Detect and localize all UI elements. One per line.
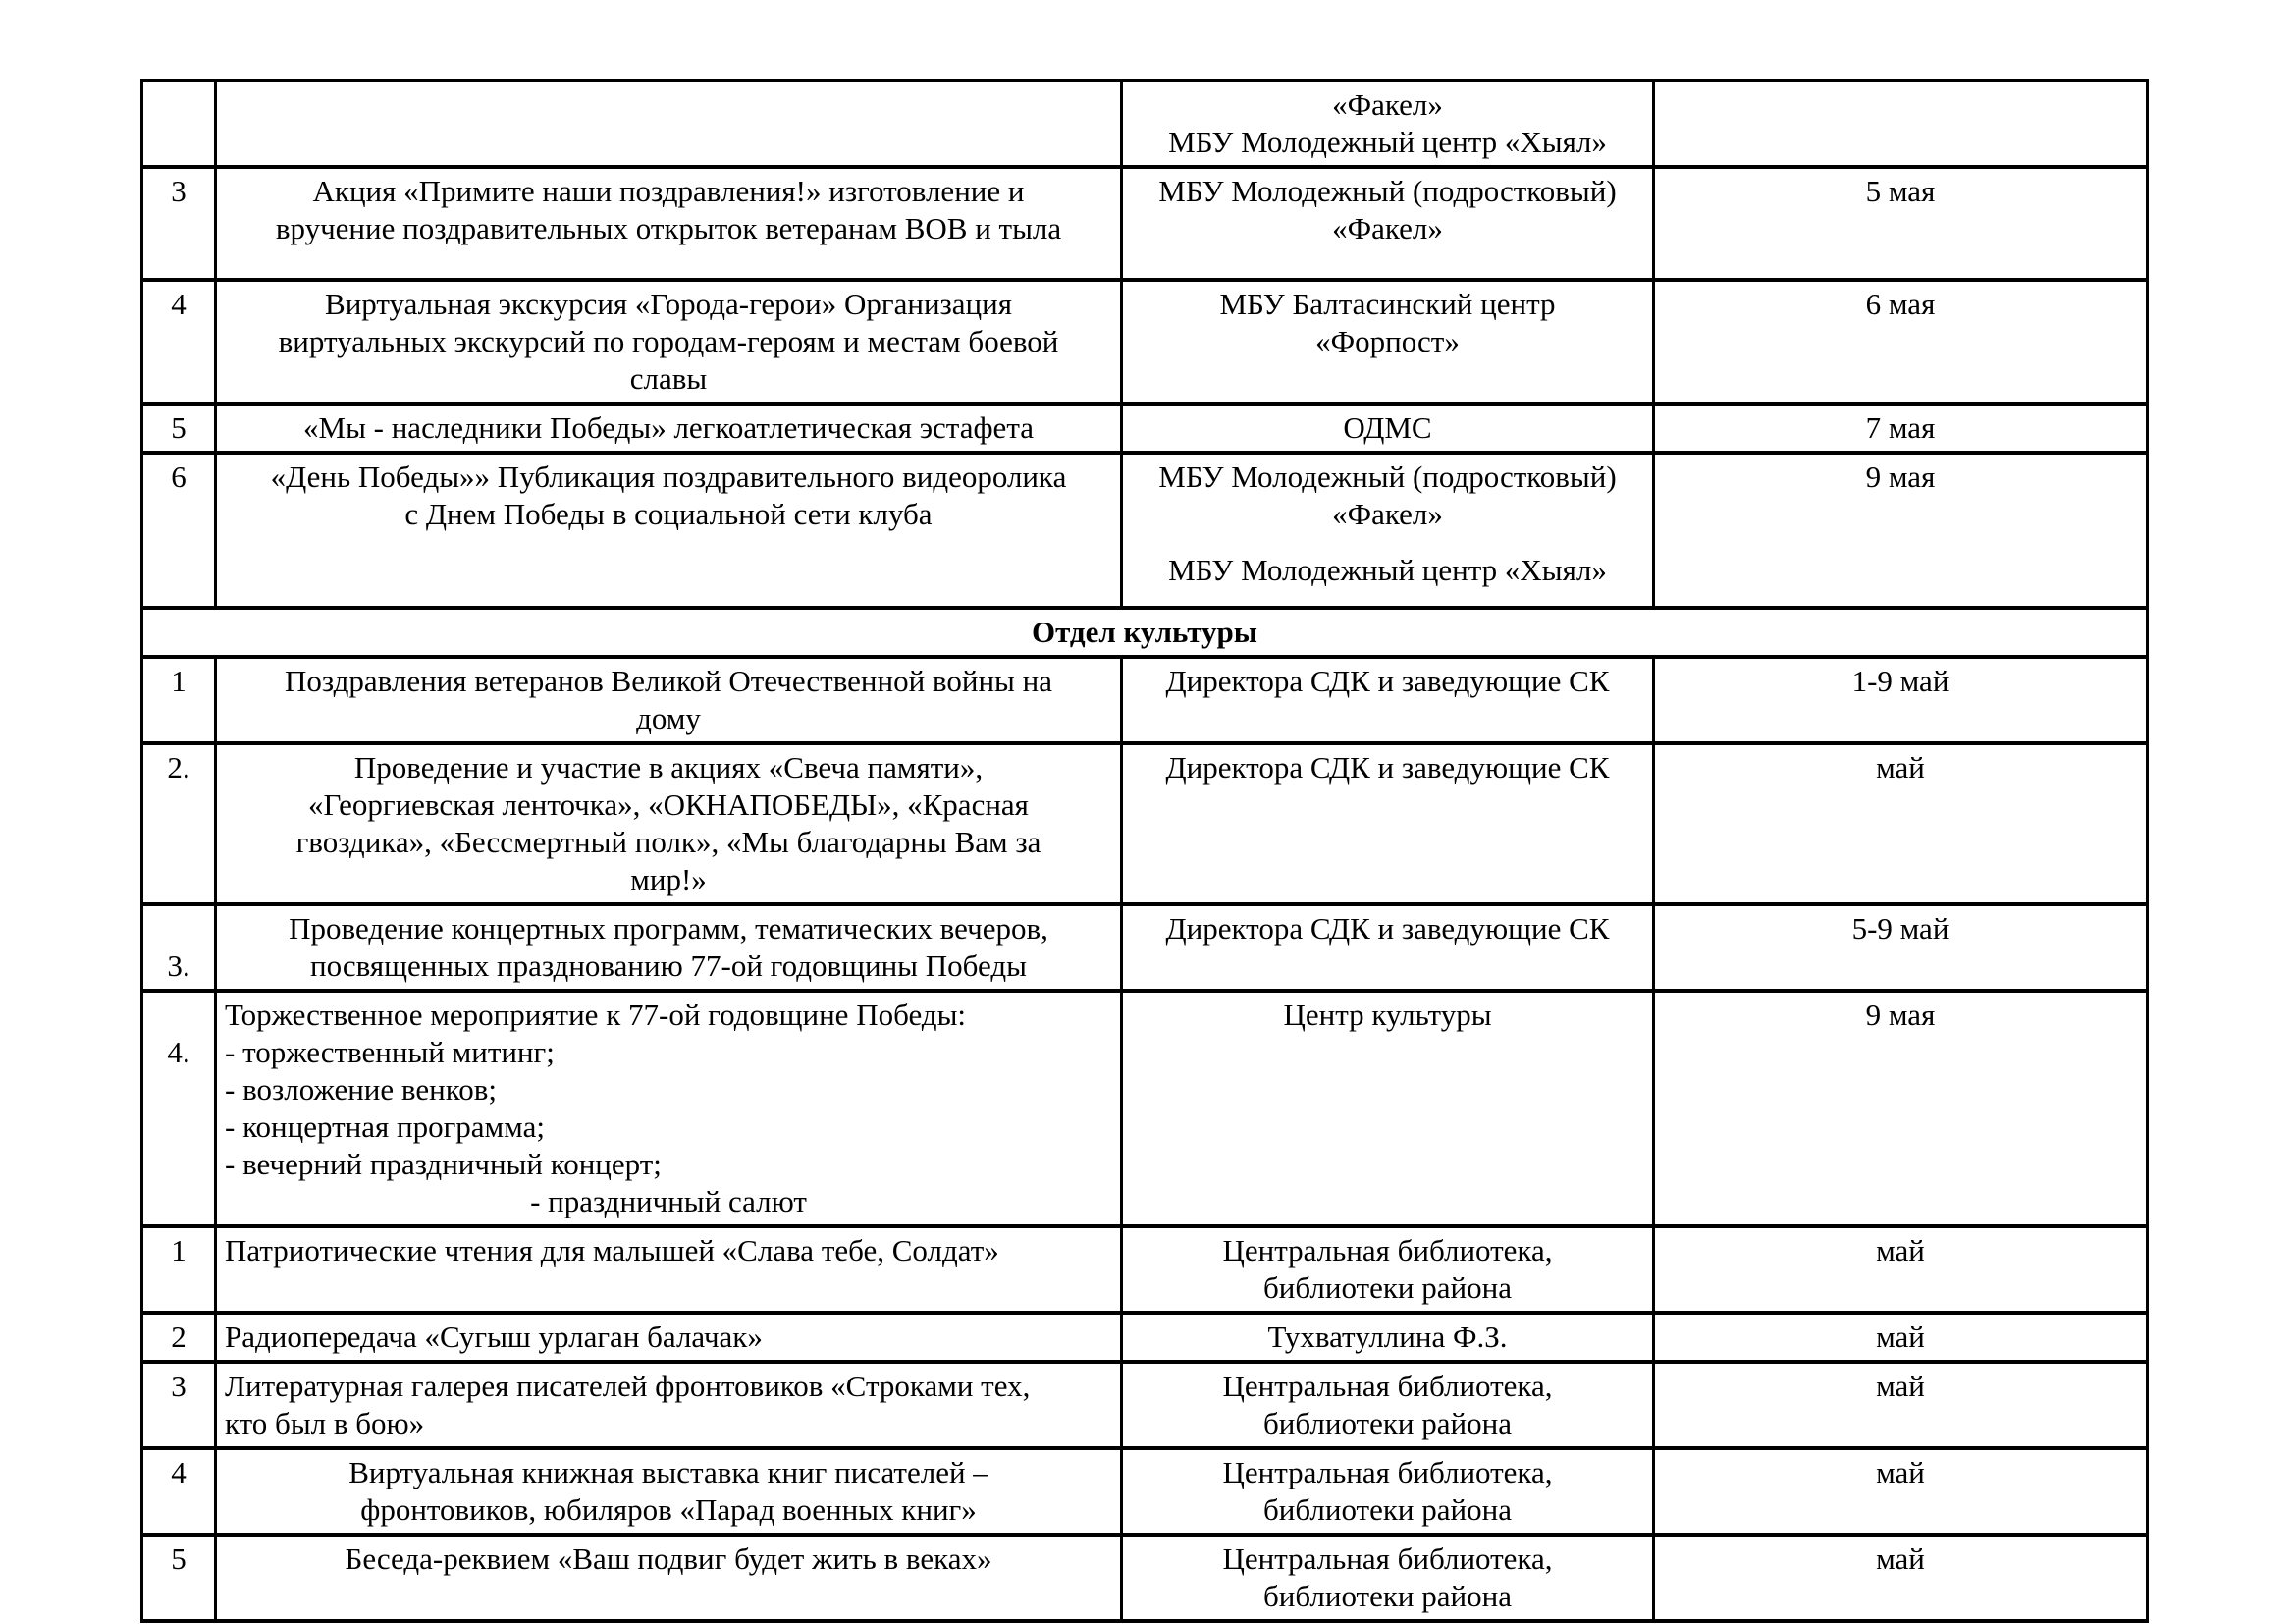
table-row <box>142 904 2148 991</box>
responsible-cell <box>1122 453 1654 608</box>
responsible-line: библиотеки района <box>1263 1406 1512 1440</box>
event-line: Поздравления ветеранов Великой Отечественной войны на <box>285 664 1052 698</box>
event-line: с Днем Победы в социальной сети клуба <box>404 497 933 531</box>
row-number-cell: 3 <box>142 167 216 280</box>
table-row <box>142 453 2148 608</box>
section-title: Отдел культуры <box>142 608 2148 657</box>
responsible-cell <box>1122 167 1654 280</box>
responsible-line: «Факел» <box>1332 87 1443 122</box>
event-line: - концертная программа; <box>225 1110 545 1144</box>
row-number-cell: 1 <box>142 657 216 743</box>
row-number-cell: 2. <box>142 743 216 904</box>
event-line: дому <box>636 701 701 735</box>
responsible-line: Директора СДК и заведующие СК <box>1165 750 1610 785</box>
responsible-line: «Форпост» <box>1315 324 1460 358</box>
row-number-cell: 4 <box>142 280 216 404</box>
event-line: гвоздика», «Бессмертный полк», «Мы благодарны Вам за <box>295 825 1041 859</box>
event-cell <box>216 280 1122 404</box>
event-cell <box>216 657 1122 743</box>
event-line: мир!» <box>630 862 707 896</box>
table-row <box>142 991 2148 1226</box>
table-row <box>142 1448 2148 1535</box>
table-row <box>142 1313 2148 1362</box>
date-cell: май <box>1654 743 2148 904</box>
row-number-cell: 3. <box>142 904 216 991</box>
responsible-line: Директора СДК и заведующие СК <box>1165 911 1610 946</box>
responsible-line: Центр культуры <box>1283 998 1492 1032</box>
responsible-cell <box>1122 657 1654 743</box>
event-line: - возложение венков; <box>225 1072 497 1107</box>
responsible-line: «Факел» <box>1332 211 1443 245</box>
event-line: «Мы - наследники Победы» легкоатлетическая эстафета <box>303 410 1034 445</box>
row-number-cell: 2 <box>142 1313 216 1362</box>
responsible-line: библиотеки района <box>1263 1271 1512 1305</box>
responsible-line: МБУ Молодежный центр «Хыял» <box>1168 553 1607 587</box>
date-cell: 9 мая <box>1654 453 2148 608</box>
event-line: вручение поздравительных открыток ветеранам ВОВ и тыла <box>275 211 1062 245</box>
event-cell <box>216 1448 1122 1535</box>
events-table <box>140 79 2149 1623</box>
responsible-cell <box>1122 81 1654 167</box>
responsible-line: МБУ Молодежный (подростковый) <box>1158 174 1617 208</box>
event-cell <box>216 453 1122 608</box>
responsible-cell <box>1122 1226 1654 1313</box>
responsible-line: библиотеки района <box>1263 1579 1512 1613</box>
table-row <box>142 1362 2148 1448</box>
date-cell: 5 мая <box>1654 167 2148 280</box>
date-cell <box>1654 81 2148 167</box>
table-row <box>142 81 2148 167</box>
event-line: Патриотические чтения для малышей «Слава тебе, Солдат» <box>225 1233 999 1268</box>
responsible-line: Центральная библиотека, <box>1222 1369 1553 1403</box>
responsible-line: Центральная библиотека, <box>1222 1542 1553 1576</box>
event-cell <box>216 1535 1122 1621</box>
event-line: Беседа-реквием «Ваш подвиг будет жить в веках» <box>345 1542 992 1576</box>
date-cell: май <box>1654 1313 2148 1362</box>
event-line: - торжественный митинг; <box>225 1035 555 1069</box>
responsible-cell <box>1122 1535 1654 1621</box>
responsible-cell <box>1122 404 1654 453</box>
event-cell <box>216 991 1122 1226</box>
row-number-cell: 5 <box>142 1535 216 1621</box>
table-row <box>142 743 2148 904</box>
responsible-cell <box>1122 1362 1654 1448</box>
event-line: Литературная галерея писателей фронтовиков «Строками тех, <box>225 1369 1031 1403</box>
row-number-cell: 6 <box>142 453 216 608</box>
events-table-body <box>142 81 2148 1621</box>
responsible-cell <box>1122 991 1654 1226</box>
responsible-line: Центральная библиотека, <box>1222 1455 1553 1489</box>
event-line: фронтовиков, юбиляров «Парад военных книг» <box>360 1492 977 1527</box>
row-number-cell: 4 <box>142 1448 216 1535</box>
date-cell: 1-9 май <box>1654 657 2148 743</box>
responsible-cell <box>1122 1313 1654 1362</box>
event-cell <box>216 81 1122 167</box>
event-cell <box>216 1226 1122 1313</box>
event-line: Проведение и участие в акциях «Свеча памяти», <box>353 750 984 785</box>
table-row <box>142 657 2148 743</box>
event-cell <box>216 404 1122 453</box>
row-number-cell: 3 <box>142 1362 216 1448</box>
event-cell <box>216 904 1122 991</box>
responsible-line: библиотеки района <box>1263 1492 1512 1527</box>
event-line: Акция «Примите наши поздравления!» изготовление и <box>312 174 1025 208</box>
date-cell: 6 мая <box>1654 280 2148 404</box>
event-line: Радиопередача «Сугыш урлаган балачак» <box>225 1320 763 1354</box>
responsible-line: МБУ Молодежный центр «Хыял» <box>1168 125 1607 159</box>
date-cell: май <box>1654 1535 2148 1621</box>
date-cell: май <box>1654 1362 2148 1448</box>
responsible-cell <box>1122 743 1654 904</box>
event-cell <box>216 1362 1122 1448</box>
event-line: славы <box>629 361 708 396</box>
responsible-line: ОДМС <box>1343 410 1432 445</box>
event-line: Торжественное мероприятие к 77-ой годовщине Победы: <box>225 998 967 1032</box>
event-line: - праздничный салют <box>530 1184 807 1218</box>
event-line: Виртуальная книжная выставка книг писателей – <box>348 1455 988 1489</box>
responsible-line: МБУ Молодежный (подростковый) <box>1158 460 1617 494</box>
row-number-cell: 5 <box>142 404 216 453</box>
table-row <box>142 404 2148 453</box>
table-row <box>142 167 2148 280</box>
event-cell <box>216 1313 1122 1362</box>
event-line: кто был в бою» <box>225 1406 425 1440</box>
date-cell: 7 мая <box>1654 404 2148 453</box>
responsible-line: Центральная библиотека, <box>1222 1233 1553 1268</box>
table-row <box>142 280 2148 404</box>
event-line: Виртуальная экскурсия «Города-герои» Организация <box>325 287 1012 321</box>
date-cell: май <box>1654 1448 2148 1535</box>
responsible-cell <box>1122 280 1654 404</box>
event-line: «Георгиевская ленточка», «ОКНАПОБЕДЫ», «Красная <box>308 787 1029 822</box>
row-number-cell <box>142 81 216 167</box>
table-row <box>142 1535 2148 1621</box>
responsible-line: Директора СДК и заведующие СК <box>1165 664 1610 698</box>
responsible-line: МБУ Балтасинский центр <box>1219 287 1556 321</box>
responsible-cell <box>1122 1448 1654 1535</box>
event-line: - вечерний праздничный концерт; <box>225 1147 662 1181</box>
section-header-row <box>142 608 2148 657</box>
event-line: виртуальных экскурсий по городам-героям и местам боевой <box>278 324 1059 358</box>
row-number-cell: 1 <box>142 1226 216 1313</box>
date-cell: 5-9 май <box>1654 904 2148 991</box>
table-row <box>142 1226 2148 1313</box>
event-line: Проведение концертных программ, тематических вечеров, <box>289 911 1048 946</box>
date-cell: май <box>1654 1226 2148 1313</box>
responsible-line: «Факел» <box>1332 497 1443 531</box>
responsible-cell <box>1122 904 1654 991</box>
event-line: «День Победы»» Публикация поздравительного видеоролика <box>270 460 1067 494</box>
responsible-line: Тухватуллина Ф.З. <box>1267 1320 1508 1354</box>
row-number-cell: 4. <box>142 991 216 1226</box>
event-cell <box>216 167 1122 280</box>
event-cell <box>216 743 1122 904</box>
event-line: посвященных празднованию 77-ой годовщины Победы <box>310 948 1027 983</box>
date-cell: 9 мая <box>1654 991 2148 1226</box>
